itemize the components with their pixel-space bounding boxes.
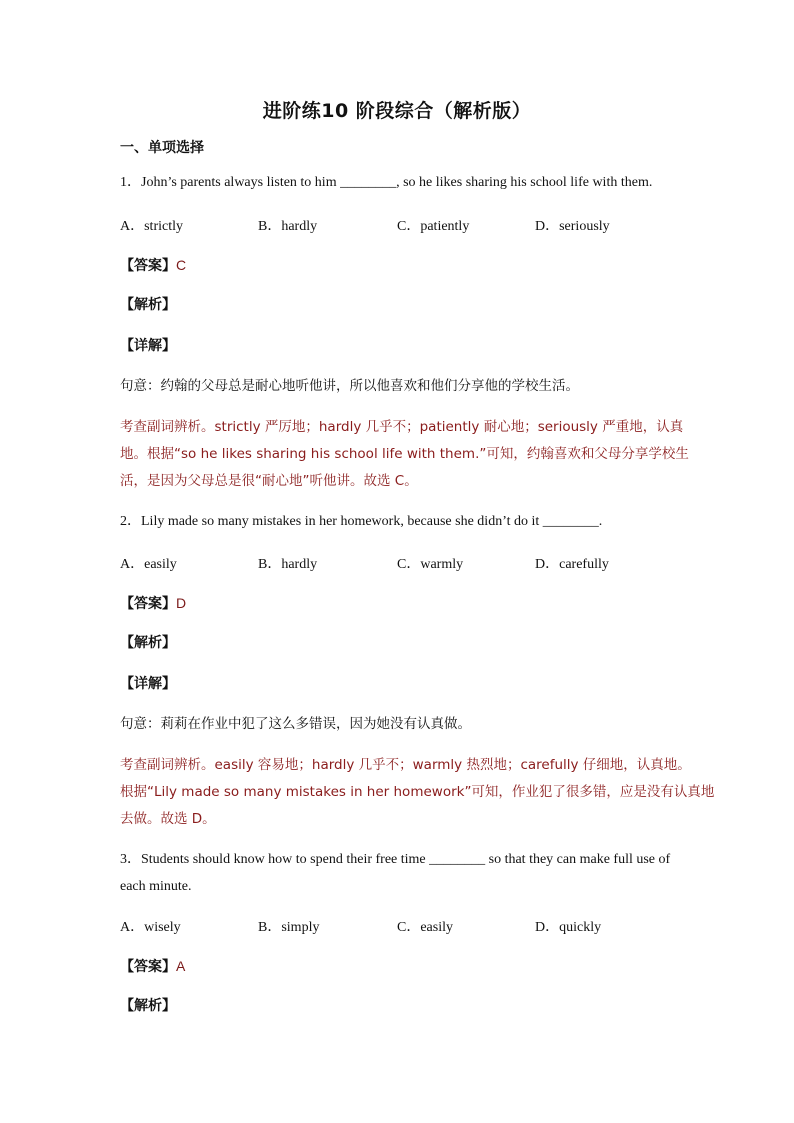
question-1-detail-tag: 【详解】 bbox=[120, 338, 176, 354]
question-1-option-b: B．hardly bbox=[258, 219, 318, 234]
question-2-analysis-tag: 【解析】 bbox=[120, 635, 176, 651]
question-1-explanation-line: 地。根据“so he likes sharing his school life with them.”可知，约翰喜欢和父母分享学校生 bbox=[120, 446, 689, 462]
question-1-stem: 1．John’s parents always listen to him ________, so he likes sharing his school life with them. bbox=[120, 175, 653, 190]
answer-letter: C bbox=[176, 257, 187, 273]
question-3-option-a: A．wisely bbox=[120, 920, 181, 935]
question-1-answer bbox=[120, 256, 186, 276]
section-heading: 一、单项选择 bbox=[120, 140, 204, 156]
question-1-analysis-tag: 【解析】 bbox=[120, 297, 176, 313]
question-3-analysis-tag: 【解析】 bbox=[120, 998, 176, 1014]
question-2-explanation-line: 考查副词辨析。easily 容易地；hardly 几乎不；warmly 热烈地；carefully 仔细地，认真地。 bbox=[120, 757, 691, 773]
question-3-stem-line: 3．Students should know how to spend their free time ________ so that they can make full use of bbox=[120, 852, 671, 867]
question-1-explanation-line: 活，是因为父母总是很“耐心地”听他讲。故选 C。 bbox=[120, 473, 418, 489]
question-3-option-b: B．simply bbox=[258, 920, 320, 935]
page-title: 进阶练10 阶段综合（解析版） bbox=[262, 100, 532, 122]
question-2-detail-tag: 【详解】 bbox=[120, 676, 176, 692]
question-1-option-c: C．patiently bbox=[397, 219, 470, 234]
question-3-option-d: D．quickly bbox=[535, 920, 602, 935]
question-2-answer bbox=[120, 594, 186, 614]
question-2-explanation-line: 去做。故选 D。 bbox=[120, 811, 216, 827]
answer-tag: 【答案】 bbox=[120, 258, 176, 274]
question-2-explanation-line: 根据“Lily made so many mistakes in her homework”可知，作业犯了很多错，应是没有认真地 bbox=[120, 784, 715, 800]
answer-tag: 【答案】 bbox=[120, 596, 176, 612]
question-1-option-a: A．strictly bbox=[120, 219, 183, 234]
question-3-option-c: C．easily bbox=[397, 920, 453, 935]
question-2-meaning: 句意：莉莉在作业中犯了这么多错误，因为她没有认真做。 bbox=[120, 716, 471, 732]
question-3-stem-line: each minute. bbox=[120, 879, 192, 894]
question-1-meaning: 句意：约翰的父母总是耐心地听他讲，所以他喜欢和他们分享他的学校生活。 bbox=[120, 378, 579, 394]
question-3-answer bbox=[120, 957, 185, 977]
question-2-option-a: A．easily bbox=[120, 557, 177, 572]
question-2-option-b: B．hardly bbox=[258, 557, 318, 572]
answer-letter: D bbox=[176, 595, 187, 611]
question-2-option-c: C．warmly bbox=[397, 557, 464, 572]
answer-letter: A bbox=[176, 958, 186, 974]
question-2-stem: 2．Lily made so many mistakes in her homework, because she didn’t do it ________. bbox=[120, 514, 603, 529]
answer-tag: 【答案】 bbox=[120, 959, 176, 975]
question-2-option-d: D．carefully bbox=[535, 557, 609, 572]
question-1-explanation-line: 考查副词辨析。strictly 严厉地；hardly 几乎不；patiently 耐心地；seriously 严重地，认真 bbox=[120, 419, 684, 435]
question-1-option-d: D．seriously bbox=[535, 219, 610, 234]
